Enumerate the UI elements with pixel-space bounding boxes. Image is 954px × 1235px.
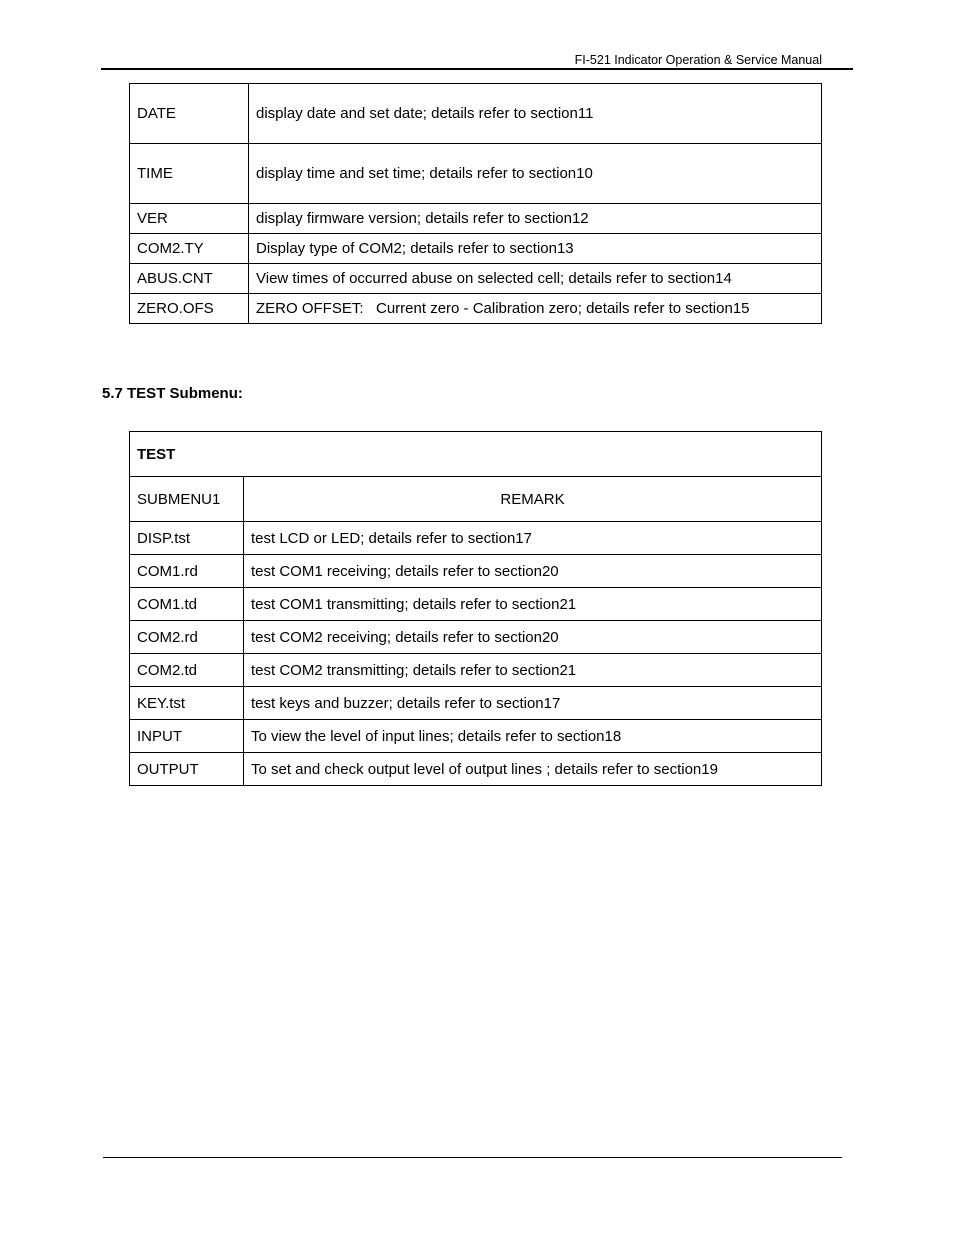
submenu-remark: test COM1 transmitting; details refer to section21 <box>244 588 822 621</box>
header-rule <box>101 68 853 70</box>
submenu-code: KEY.tst <box>130 687 244 720</box>
table-row <box>130 555 822 588</box>
submenu-code: COM2.rd <box>130 621 244 654</box>
footer-rule <box>103 1157 842 1158</box>
submenu-remark: test keys and buzzer; details refer to section17 <box>244 687 822 720</box>
table-row <box>130 234 822 264</box>
submenu-code: COM1.td <box>130 588 244 621</box>
submenu-code: COM2.td <box>130 654 244 687</box>
menu-table <box>129 83 822 324</box>
submenu-code: OUTPUT <box>130 753 244 786</box>
table-row <box>130 588 822 621</box>
table-row <box>130 144 822 204</box>
submenu-remark: test COM2 receiving; details refer to section20 <box>244 621 822 654</box>
submenu-remark: To view the level of input lines; details refer to section18 <box>244 720 822 753</box>
table-row <box>130 204 822 234</box>
submenu-code: COM1.rd <box>130 555 244 588</box>
table-title-row <box>130 432 822 477</box>
table-row <box>130 294 822 324</box>
menu-description: display date and set date; details refer to section11 <box>249 84 822 144</box>
menu-code: VER <box>130 204 249 234</box>
table-row <box>130 264 822 294</box>
submenu-remark: test LCD or LED; details refer to section17 <box>244 522 822 555</box>
table-row <box>130 654 822 687</box>
table-row <box>130 522 822 555</box>
table-row <box>130 753 822 786</box>
menu-code: DATE <box>130 84 249 144</box>
menu-code: ZERO.OFS <box>130 294 249 324</box>
submenu-code: INPUT <box>130 720 244 753</box>
menu-description: display time and set time; details refer to section10 <box>249 144 822 204</box>
submenu-remark: test COM2 transmitting; details refer to section21 <box>244 654 822 687</box>
menu-code: ABUS.CNT <box>130 264 249 294</box>
menu-description: Display type of COM2; details refer to section13 <box>249 234 822 264</box>
section-heading: 5.7 TEST Submenu: <box>102 385 243 402</box>
table-title: TEST <box>130 432 822 477</box>
table-row <box>130 687 822 720</box>
submenu-remark: test COM1 receiving; details refer to section20 <box>244 555 822 588</box>
test-submenu-table <box>129 431 822 786</box>
table-header-row <box>130 477 822 522</box>
submenu-remark: To set and check output level of output lines ; details refer to section19 <box>244 753 822 786</box>
menu-description: display firmware version; details refer to section12 <box>249 204 822 234</box>
table-row <box>130 84 822 144</box>
running-header: FI-521 Indicator Operation & Service Manual <box>574 53 822 67</box>
table-row <box>130 621 822 654</box>
menu-code: TIME <box>130 144 249 204</box>
column-header-remark: REMARK <box>244 477 822 522</box>
submenu-code: DISP.tst <box>130 522 244 555</box>
column-header-submenu: SUBMENU1 <box>130 477 244 522</box>
table-row <box>130 720 822 753</box>
menu-description: View times of occurred abuse on selected cell; details refer to section14 <box>249 264 822 294</box>
menu-description: ZERO OFFSET: Current zero - Calibration zero; details refer to section15 <box>249 294 822 324</box>
menu-code: COM2.TY <box>130 234 249 264</box>
